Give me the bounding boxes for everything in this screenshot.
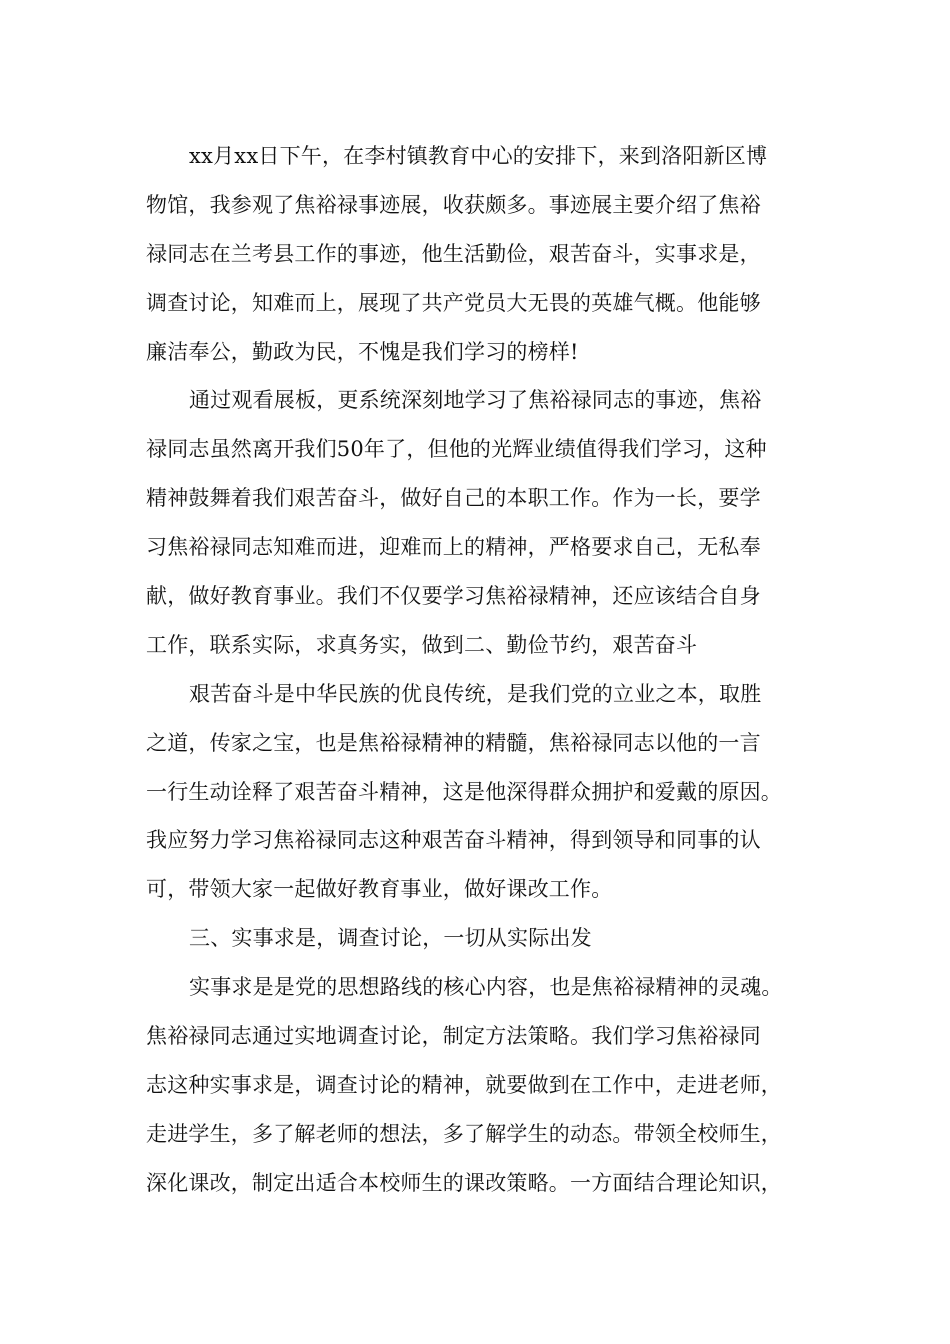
- text-line: 走进学生，多了解老师的想法，多了解学生的动态。带领全校师生，: [146, 1121, 782, 1146]
- text-line: 志这种实事求是，调查讨论的精神，就要做到在工作中，走进老师，: [146, 1072, 782, 1097]
- text-line: 艰苦奋斗是中华民族的优良传统，是我们党的立业之本，取胜: [189, 681, 762, 706]
- text-line: 工作，联系实际，求真务实，做到二、勤俭节约，艰苦奋斗: [146, 632, 698, 657]
- text-line: 通过观看展板，更系统深刻地学习了焦裕禄同志的事迹，焦裕: [189, 388, 762, 413]
- text-line: 廉洁奉公，勤政为民，不愧是我们学习的榜样!: [146, 339, 579, 364]
- text-line: 精神鼓舞着我们艰苦奋斗，做好自己的本职工作。作为一长，要学: [146, 486, 761, 511]
- text-line: 调查讨论，知难而上，展现了共产党员大无畏的英雄气概。他能够: [146, 290, 761, 315]
- text-line: 禄同志在兰考县工作的事迹，他生活勤俭，艰苦奋斗，实事求是，: [146, 241, 761, 266]
- text-line: 之道，传家之宝，也是焦裕禄精神的精髓，焦裕禄同志以他的一言: [146, 730, 761, 755]
- text-line: 深化课改，制定出适合本校师生的课改策略。一方面结合理论知识，: [146, 1170, 782, 1195]
- text-line: xx月xx日下午，在李村镇教育中心的安排下，来到洛阳新区博: [189, 144, 768, 168]
- text-line: 实事求是是党的思想路线的核心内容，也是焦裕禄精神的灵魂。: [189, 975, 783, 1000]
- text-line: 可，带领大家一起做好教育事业，做好课改工作。: [146, 877, 613, 902]
- text-line: 一行生动诠释了艰苦奋斗精神，这是他深得群众拥护和爱戴的原因。: [146, 779, 782, 804]
- text-line: 禄同志虽然离开我们50年了，但他的光辉业绩值得我们学习，这种: [146, 437, 767, 462]
- text-line: 献，做好教育事业。我们不仅要学习焦裕禄精神，还应该结合自身: [146, 584, 761, 609]
- section-heading: 三、实事求是，调查讨论，一切从实际出发: [189, 926, 592, 951]
- text-line: 习焦裕禄同志知难而进，迎难而上的精神，严格要求自己，无私奉: [146, 535, 761, 560]
- text-line: 焦裕禄同志通过实地调查讨论，制定方法策略。我们学习焦裕禄同: [146, 1024, 761, 1049]
- document-body: [146, 132, 830, 1208]
- text-line: 物馆，我参观了焦裕禄事迹展，收获颇多。事迹展主要介绍了焦裕: [146, 192, 761, 217]
- text-line: 我应努力学习焦裕禄同志这种艰苦奋斗精神，得到领导和同事的认: [146, 828, 761, 853]
